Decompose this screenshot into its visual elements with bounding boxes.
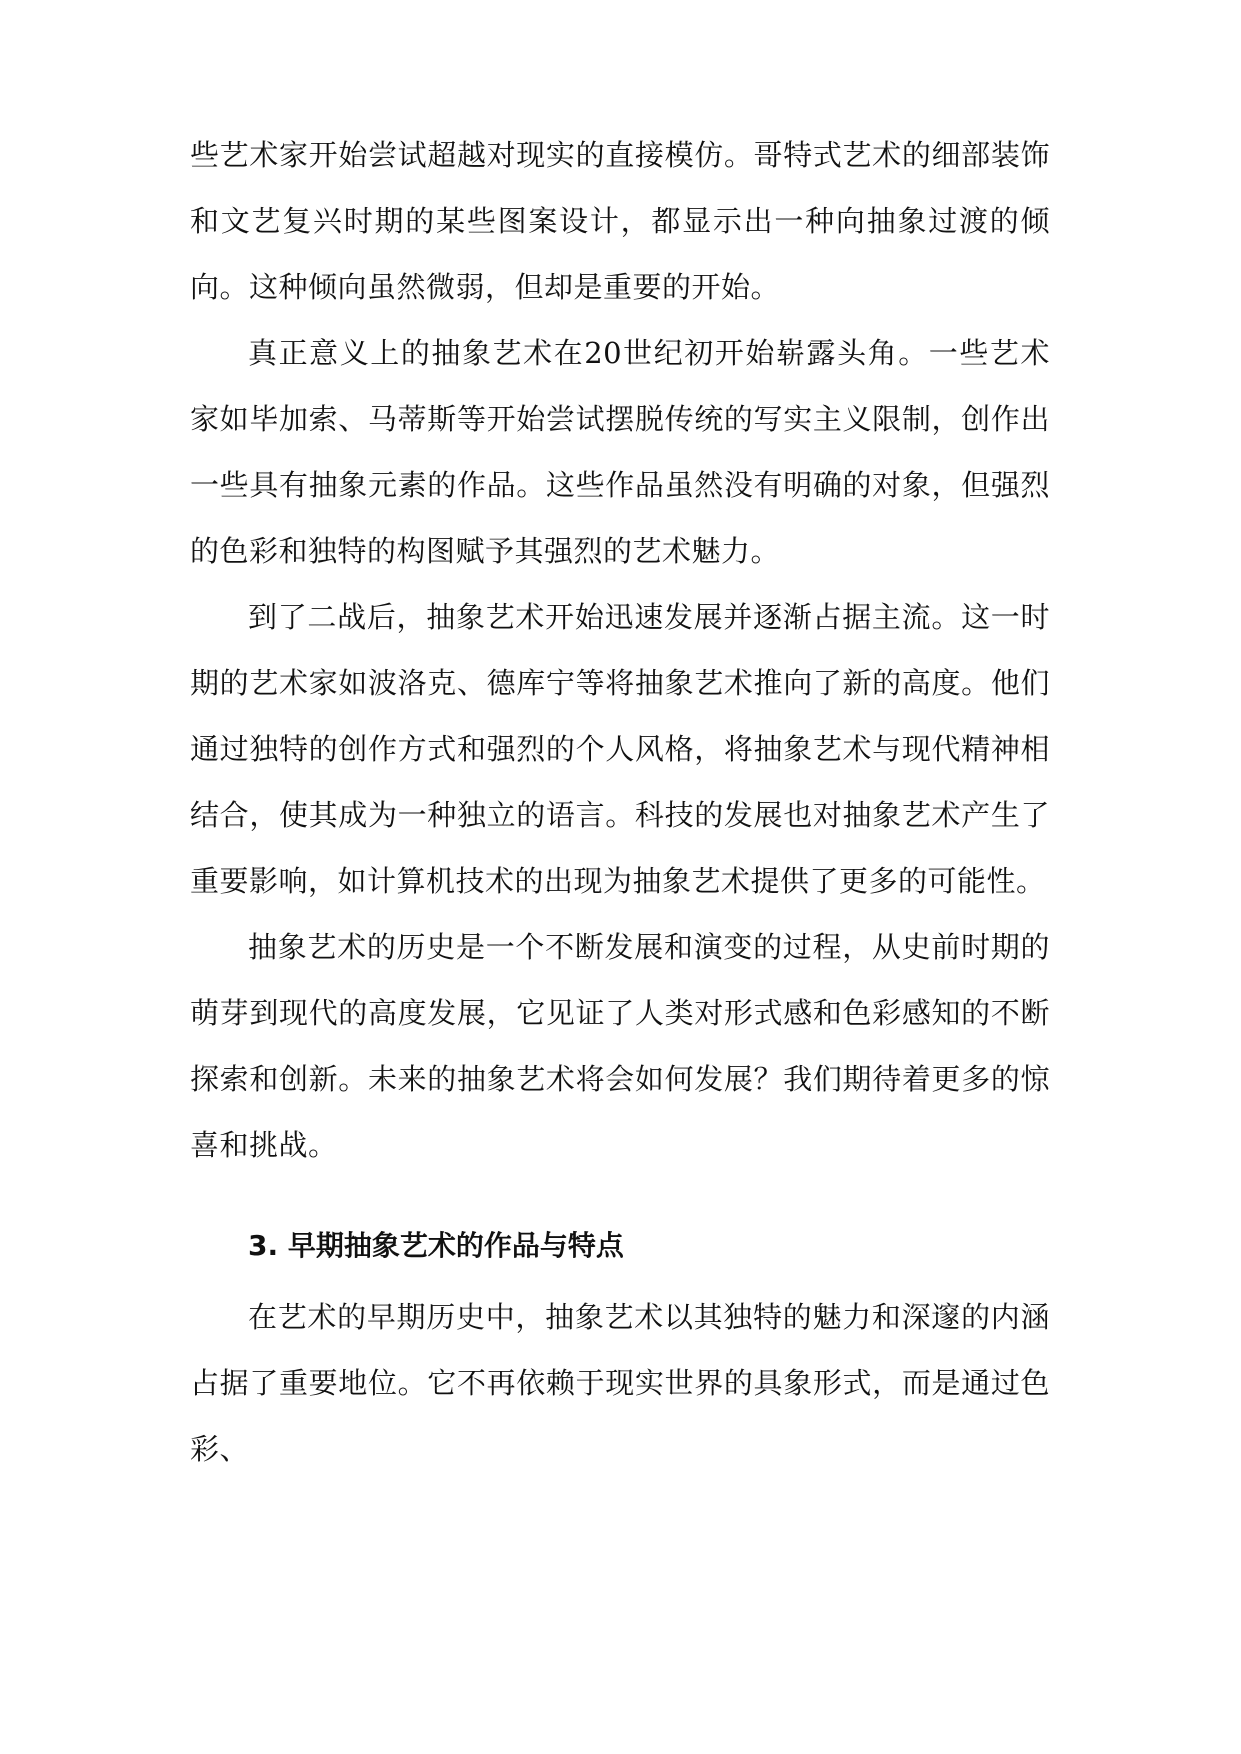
body-text-upper: [190, 122, 1050, 1178]
section-heading: 3. 早期抽象艺术的作品与特点: [248, 1229, 624, 1262]
paragraph-history-summary: 抽象艺术的历史是一个不断发展和演变的过程，从史前时期的萌芽到现代的高度发展，它见证了人类对形式感和色彩感知的不断探索和创新。未来的抽象艺术将会如何发展？我们期待着更多的惊喜和挑战。: [190, 930, 1050, 1162]
paragraph-post-war: 到了二战后，抽象艺术开始迅速发展并逐渐占据主流。这一时期的艺术家如波洛克、德库宁等将抽象艺术推向了新的高度。他们通过独特的创作方式和强烈的个人风格，将抽象艺术与现代精神相结合，使其成为一种独立的语言。科技的发展也对抽象艺术产生了重要影响，如计算机技术的出现为抽象艺术提供了更多的可能性。: [190, 600, 1050, 898]
body-text-lower: [190, 1284, 1050, 1482]
paragraph-continuation: 些艺术家开始尝试超越对现实的直接模仿。哥特式艺术的细部装饰和文艺复兴时期的某些图案设计，都显示出一种向抽象过渡的倾向。这种倾向虽然微弱，但却是重要的开始。: [190, 138, 1050, 304]
paragraph-twentieth-century: 真正意义上的抽象艺术在20世纪初开始崭露头角。一些艺术家如毕加索、马蒂斯等开始尝试摆脱传统的写实主义限制，创作出一些具有抽象元素的作品。这些作品虽然没有明确的对象，但强烈的色彩和独特的构图赋予其强烈的艺术魅力。: [190, 336, 1050, 568]
paragraph-early-abstract-art: 在艺术的早期历史中，抽象艺术以其独特的魅力和深邃的内涵占据了重要地位。它不再依赖于现实世界的具象形式，而是通过色彩、: [190, 1300, 1050, 1466]
